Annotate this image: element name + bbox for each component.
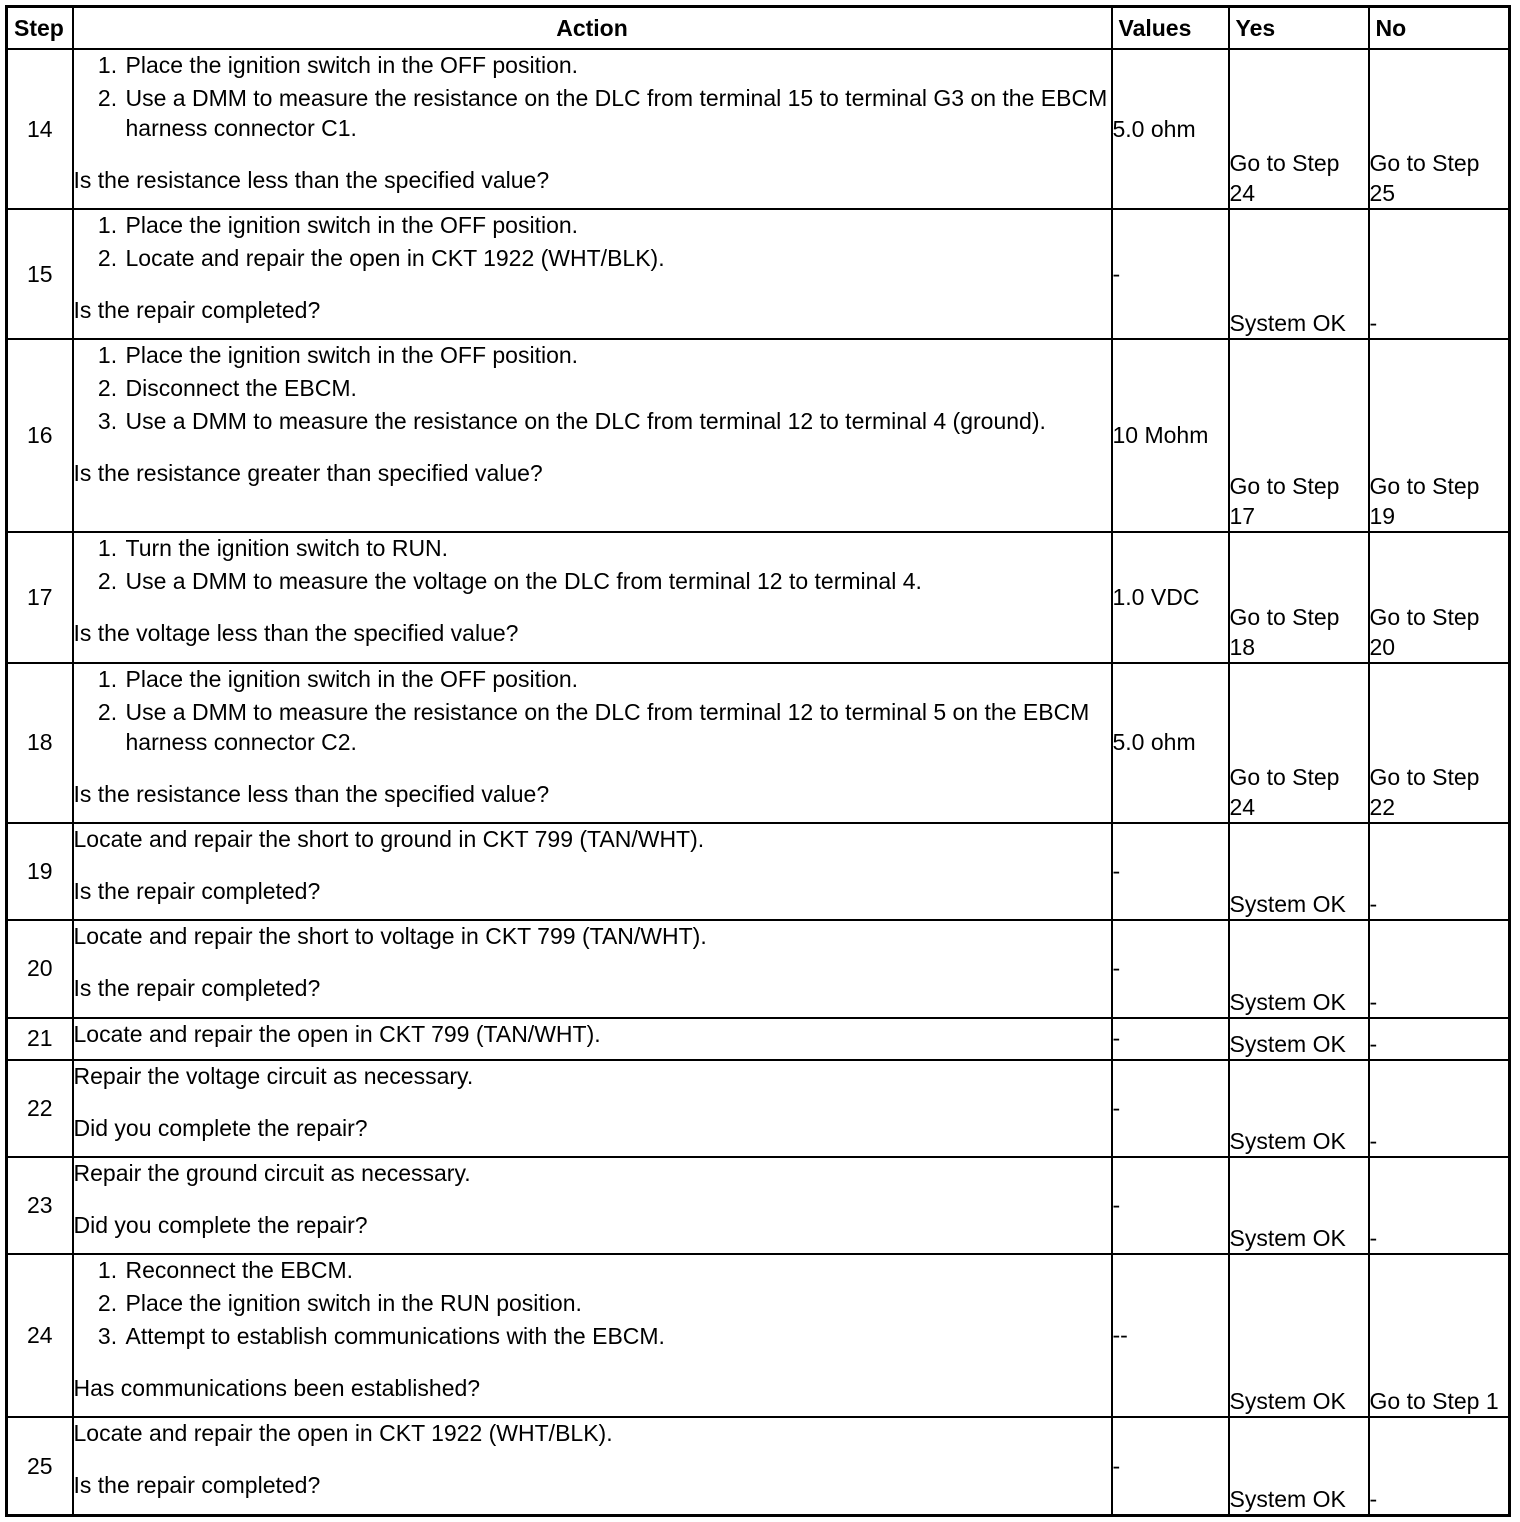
specified-value: - bbox=[1112, 1060, 1229, 1157]
action-text: Repair the voltage circuit as necessary. bbox=[73, 1062, 474, 1089]
specified-value: - bbox=[1112, 209, 1229, 339]
header-values: Values bbox=[1112, 7, 1229, 50]
yes-result-cell bbox=[1229, 1417, 1369, 1515]
yes-result-cell bbox=[1229, 1157, 1369, 1254]
no-result-cell bbox=[1369, 1417, 1510, 1515]
no-result-cell bbox=[1369, 663, 1510, 823]
yes-result-cell bbox=[1229, 920, 1369, 1018]
action-cell bbox=[73, 1060, 1112, 1157]
no-result: Go to Step 19 bbox=[1369, 473, 1480, 530]
action-step-item: 2. Locate and repair the open in CKT 1922 (WHT/BLK). bbox=[124, 243, 1111, 273]
yes-result: Go to Step 24 bbox=[1229, 763, 1340, 820]
yes-result: Go to Step 17 bbox=[1229, 473, 1340, 530]
step-number: 25 bbox=[7, 1417, 73, 1515]
yes-result: System OK bbox=[1229, 1128, 1346, 1155]
no-result: Go to Step 25 bbox=[1369, 150, 1480, 207]
no-result: - bbox=[1369, 890, 1378, 917]
yes-result-cell bbox=[1229, 209, 1369, 339]
action-cell bbox=[73, 339, 1112, 532]
action-cell bbox=[73, 1157, 1112, 1254]
action-steps-list bbox=[74, 1255, 1111, 1351]
yes-result: Go to Step 18 bbox=[1229, 603, 1340, 660]
action-cell bbox=[73, 1018, 1112, 1060]
specified-value: - bbox=[1112, 1018, 1229, 1060]
specified-value: - bbox=[1112, 823, 1229, 920]
specified-value: - bbox=[1112, 920, 1229, 1018]
yes-result: System OK bbox=[1229, 890, 1346, 917]
action-question: Is the resistance less than the specified value? bbox=[73, 167, 550, 193]
no-result: - bbox=[1369, 988, 1378, 1015]
no-result: - bbox=[1369, 1128, 1378, 1155]
action-question: Has communications been established? bbox=[73, 1375, 481, 1402]
no-result-cell bbox=[1369, 49, 1510, 209]
table-row bbox=[7, 1254, 1510, 1417]
step-number: 19 bbox=[7, 823, 73, 920]
table-row bbox=[7, 1157, 1510, 1254]
header-action: Action bbox=[73, 7, 1112, 50]
table-row bbox=[7, 532, 1510, 662]
yes-result-cell bbox=[1229, 49, 1369, 209]
yes-result-cell bbox=[1229, 1060, 1369, 1157]
no-result: Go to Step 20 bbox=[1369, 603, 1480, 660]
table-row bbox=[7, 339, 1510, 532]
action-text: Locate and repair the open in CKT 1922 (WHT/BLK). bbox=[73, 1420, 613, 1447]
action-step-item: 3. Attempt to establish communications with the EBCM. bbox=[124, 1321, 1111, 1351]
step-number: 21 bbox=[7, 1018, 73, 1060]
specified-value: 10 Mohm bbox=[1112, 339, 1229, 532]
action-question: Is the voltage less than the specified value? bbox=[73, 620, 519, 647]
no-result: Go to Step 22 bbox=[1369, 763, 1480, 820]
action-question: Is the repair completed? bbox=[73, 1472, 321, 1499]
step-number: 17 bbox=[7, 532, 73, 662]
action-steps-list bbox=[74, 533, 1111, 596]
action-question: Is the resistance less than the specified value? bbox=[73, 780, 550, 807]
action-step-item: 1. Place the ignition switch in the OFF position. bbox=[124, 340, 1111, 370]
action-step-item: 2. Use a DMM to measure the resistance on the DLC from terminal 15 to terminal G3 on the EBCM harness connector C1. bbox=[124, 83, 1111, 143]
action-text: Locate and repair the short to ground in CKT 799 (TAN/WHT). bbox=[73, 825, 705, 852]
action-text: Locate and repair the open in CKT 799 (TAN/WHT). bbox=[73, 1020, 601, 1047]
action-question: Is the resistance greater than specified value? bbox=[73, 460, 543, 487]
step-number: 22 bbox=[7, 1060, 73, 1157]
no-result: Go to Step 1 bbox=[1369, 1388, 1499, 1415]
step-number: 14 bbox=[7, 49, 73, 209]
action-step-item: 2. Disconnect the EBCM. bbox=[124, 373, 1111, 403]
yes-result: System OK bbox=[1229, 1225, 1346, 1252]
yes-result-cell bbox=[1229, 339, 1369, 532]
yes-result-cell bbox=[1229, 823, 1369, 920]
yes-result-cell bbox=[1229, 1254, 1369, 1417]
action-question: Is the repair completed? bbox=[73, 974, 321, 1001]
action-step-item: 1. Reconnect the EBCM. bbox=[124, 1255, 1111, 1285]
specified-value: 5.0 ohm bbox=[1112, 663, 1229, 823]
action-question: Did you complete the repair? bbox=[73, 1212, 368, 1239]
action-cell bbox=[73, 49, 1112, 209]
specified-value: 1.0 VDC bbox=[1112, 532, 1229, 662]
action-cell bbox=[73, 1417, 1112, 1515]
table-row bbox=[7, 663, 1510, 823]
action-cell bbox=[73, 920, 1112, 1018]
table-row bbox=[7, 209, 1510, 339]
action-steps-list bbox=[74, 664, 1111, 757]
action-step-item: 1. Place the ignition switch in the OFF position. bbox=[124, 210, 1111, 240]
action-step-item: 2. Use a DMM to measure the resistance on the DLC from terminal 12 to terminal 5 on the EBCM harness connector C2. bbox=[124, 697, 1111, 757]
table-row bbox=[7, 49, 1510, 209]
specified-value: - bbox=[1112, 1157, 1229, 1254]
no-result-cell bbox=[1369, 1060, 1510, 1157]
specified-value: -- bbox=[1112, 1254, 1229, 1417]
table-row bbox=[7, 1018, 1510, 1060]
action-steps-list bbox=[74, 210, 1111, 273]
table-row bbox=[7, 920, 1510, 1018]
step-number: 16 bbox=[7, 339, 73, 532]
diagnostic-table bbox=[5, 5, 1511, 1517]
yes-result-cell bbox=[1229, 663, 1369, 823]
action-text: Repair the ground circuit as necessary. bbox=[73, 1160, 471, 1187]
step-number: 18 bbox=[7, 663, 73, 823]
header-yes: Yes bbox=[1229, 7, 1369, 50]
no-result-cell bbox=[1369, 209, 1510, 339]
yes-result: System OK bbox=[1229, 1388, 1346, 1415]
action-cell bbox=[73, 663, 1112, 823]
action-step-item: 1. Turn the ignition switch to RUN. bbox=[124, 533, 1111, 563]
table-row bbox=[7, 1417, 1510, 1515]
no-result-cell bbox=[1369, 1157, 1510, 1254]
no-result: - bbox=[1369, 1030, 1378, 1057]
no-result-cell bbox=[1369, 532, 1510, 662]
action-question: Did you complete the repair? bbox=[73, 1114, 368, 1141]
step-number: 15 bbox=[7, 209, 73, 339]
no-result-cell bbox=[1369, 339, 1510, 532]
no-result-cell bbox=[1369, 920, 1510, 1018]
yes-result: System OK bbox=[1229, 988, 1346, 1015]
action-question: Is the repair completed? bbox=[73, 297, 321, 324]
no-result: - bbox=[1369, 310, 1378, 337]
action-cell bbox=[73, 532, 1112, 662]
yes-result: System OK bbox=[1229, 310, 1346, 337]
action-steps-list bbox=[74, 50, 1111, 143]
action-steps-list bbox=[74, 340, 1111, 436]
no-result-cell bbox=[1369, 1018, 1510, 1060]
action-cell bbox=[73, 823, 1112, 920]
step-number: 23 bbox=[7, 1157, 73, 1254]
table-row bbox=[7, 1060, 1510, 1157]
action-step-item: 1. Place the ignition switch in the OFF position. bbox=[124, 50, 1111, 80]
action-text: Locate and repair the short to voltage in CKT 799 (TAN/WHT). bbox=[73, 922, 707, 949]
action-step-item: 3. Use a DMM to measure the resistance on the DLC from terminal 12 to terminal 4 (ground). bbox=[124, 406, 1111, 436]
header-step: Step bbox=[7, 7, 73, 50]
specified-value: 5.0 ohm bbox=[1112, 49, 1229, 209]
action-cell bbox=[73, 209, 1112, 339]
step-number: 20 bbox=[7, 920, 73, 1018]
specified-value: - bbox=[1112, 1417, 1229, 1515]
yes-result: System OK bbox=[1229, 1030, 1346, 1057]
header-row bbox=[7, 7, 1510, 50]
yes-result: Go to Step 24 bbox=[1229, 150, 1340, 207]
yes-result: System OK bbox=[1229, 1486, 1346, 1512]
no-result-cell bbox=[1369, 1254, 1510, 1417]
action-question: Is the repair completed? bbox=[73, 877, 321, 904]
header-no: No bbox=[1369, 7, 1510, 50]
no-result: - bbox=[1369, 1486, 1378, 1512]
action-cell bbox=[73, 1254, 1112, 1417]
yes-result-cell bbox=[1229, 1018, 1369, 1060]
no-result: - bbox=[1369, 1225, 1378, 1252]
table-row bbox=[7, 823, 1510, 920]
action-step-item: 1. Place the ignition switch in the OFF position. bbox=[124, 664, 1111, 694]
no-result-cell bbox=[1369, 823, 1510, 920]
action-step-item: 2. Place the ignition switch in the RUN position. bbox=[124, 1288, 1111, 1318]
yes-result-cell bbox=[1229, 532, 1369, 662]
step-number: 24 bbox=[7, 1254, 73, 1417]
action-step-item: 2. Use a DMM to measure the voltage on the DLC from terminal 12 to terminal 4. bbox=[124, 566, 1111, 596]
